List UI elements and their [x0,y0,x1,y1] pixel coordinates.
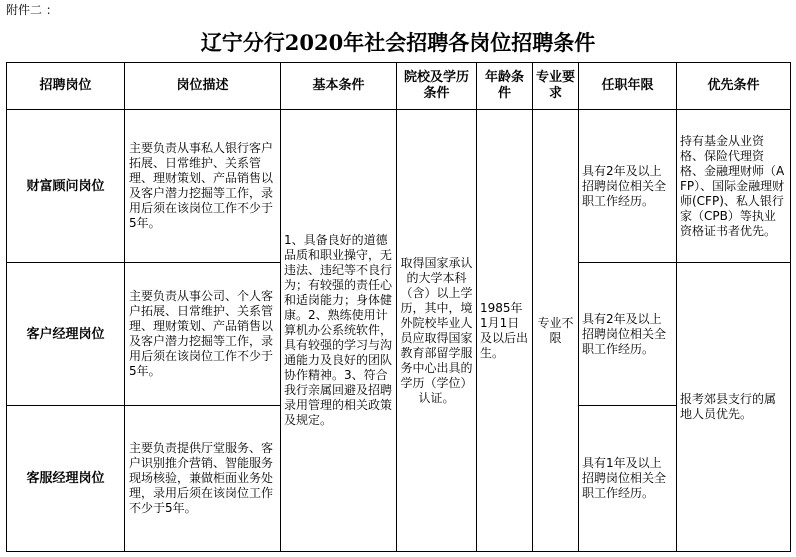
education-cell: 取得国家承认的大学本科（含）以上学历，其中，境外院校毕业人员应取得国家教育部留学服务中心出具的学历（学位）认证。 [397,110,477,552]
position-cell: 财富顾问岗位 [7,110,125,263]
priority-cell: 持有基金从业资格、保险代理资格、金融理财师（AFP）、国际金融理财师(CFP)、私人银行家（CPB）等执业资格证书者优先。 [677,110,791,263]
description-cell: 主要负责从事公司、个人客户拓展、日常维护、关系管理、理财策划、产品销售以及客户潜力挖掘等工作，录用后须在该岗位工作不少于5年。 [125,263,281,406]
header-age: 年龄条件 [477,63,533,110]
description-cell: 主要负责从事私人银行客户拓展、日常维护、关系管理、理财策划、产品销售以及客户潜力挖掘等工作，录用后须在该岗位工作不少于5年。 [125,110,281,263]
experience-cell: 具有1年及以上招聘岗位相关全职工作经历。 [579,406,677,552]
header-basic-conditions: 基本条件 [281,63,397,110]
attachment-label: 附件二 ： [6,3,58,17]
header-priority: 优先条件 [677,63,791,110]
major-cell: 专业不限 [533,110,579,552]
header-row [7,63,791,110]
recruitment-table [6,62,791,552]
priority-cell: 报考郊县支行的属地人员优先。 [677,263,791,552]
document-title: 辽宁分行2020年社会招聘各岗位招聘条件 [200,30,596,55]
description-cell: 主要负责提供厅堂服务、客户识别推介营销、智能服务现场核验，兼做柜面业务处理，录用后须在该岗位工作不少于5年。 [125,406,281,552]
age-cell: 1985年1月1日及以后出生。 [477,110,533,552]
experience-cell: 具有2年及以上招聘岗位相关全职工作经历。 [579,110,677,263]
header-education: 院校及学历条件 [397,63,477,110]
header-position: 招聘岗位 [7,63,125,110]
header-major: 专业要求 [533,63,579,110]
table-row [7,110,791,263]
basic-conditions-cell: 1、具备良好的道德品质和职业操守，无违法、违纪等不良行为；有较强的责任心和适岗能力；身体健康。2、熟练使用计算机办公系统软件，具有较强的学习与沟通能力及良好的团队协作精神。3、符合我行亲属回避及招聘录用管理的相关政策及规定。 [281,110,397,552]
position-cell: 客服经理岗位 [7,406,125,552]
header-experience: 任职年限 [579,63,677,110]
experience-cell: 具有2年及以上招聘岗位相关全职工作经历。 [579,263,677,406]
header-description: 岗位描述 [125,63,281,110]
position-cell: 客户经理岗位 [7,263,125,406]
